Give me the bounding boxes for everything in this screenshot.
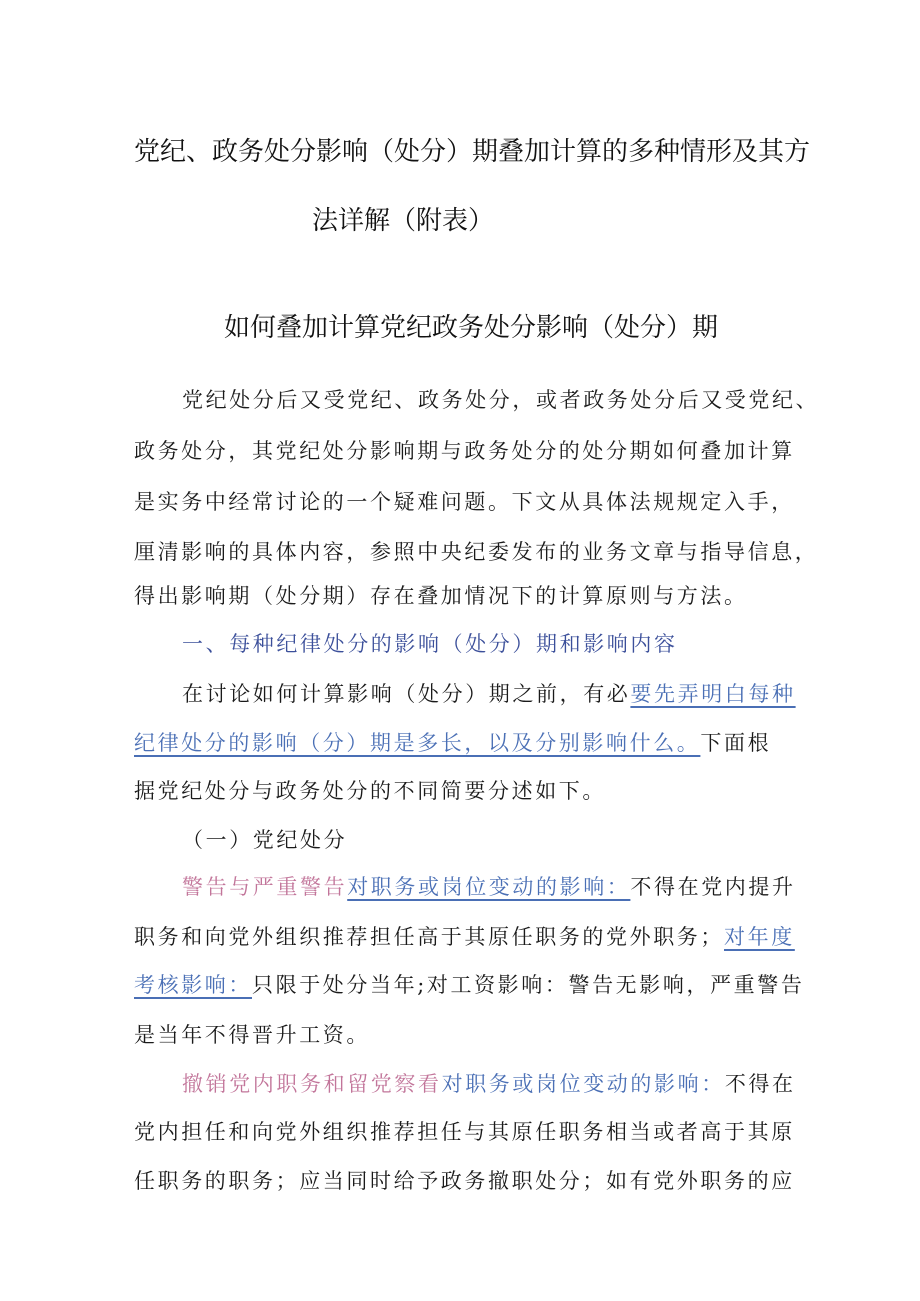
plain-text: 下面根 [700, 731, 772, 755]
paragraph-1-line: 得出影响期（处分期）存在叠加情况下的计算原则与方法。 [134, 584, 748, 608]
highlight-phrase: 对职务或岗位变动的影响： [441, 1072, 725, 1096]
paragraph-4-line: 任职务的职务；应当同时给予政务撤职处分；如有党外职务的应 [134, 1169, 795, 1193]
paragraph-3-line [134, 970, 804, 1000]
paragraph-2-line: 据党纪处分与政务处分的不同简要分述如下。 [134, 779, 606, 803]
underlined-link[interactable]: 考核影响： [134, 973, 252, 997]
paragraph-2-line [182, 679, 796, 709]
doc-title-line-2: 法详解（附表） [312, 206, 495, 236]
underlined-link[interactable]: 对年度 [724, 925, 795, 949]
plain-text: 只限于处分当年;对工资影响：警告无影响，严重警告 [252, 973, 805, 997]
paragraph-3-line [134, 922, 795, 952]
plain-text: 不得在党内提升 [630, 875, 796, 899]
subsection-heading: （一）党纪处分 [182, 828, 348, 852]
plain-text: 不得在 [724, 1072, 796, 1096]
plain-text: 职务和向党外组织推荐担任高于其原任职务的党外职务； [134, 925, 724, 949]
highlight-term: 警告与严重警告 [182, 875, 348, 899]
underlined-link[interactable]: 要先弄明白每种 [630, 682, 796, 706]
paragraph-1-line: 厘清影响的具体内容，参照中央纪委发布的业务文章与指导信息， [134, 540, 819, 564]
plain-text: 在讨论如何计算影响（处分）期之前，有必 [182, 682, 631, 706]
doc-subtitle: 如何叠加计算党纪政务处分影响（处分）期 [224, 313, 719, 343]
paragraph-4-line [182, 1069, 796, 1099]
paragraph-1-line: 党纪处分后又受党纪、政务处分，或者政务处分后又受党纪、 [182, 388, 820, 412]
paragraph-2-line [134, 728, 771, 758]
underlined-link[interactable]: 纪律处分的影响（分）期是多长，以及分别影响什么。 [134, 731, 701, 755]
paragraph-4-line: 党内担任和向党外组织推荐担任与其原任职务相当或者高于其原 [134, 1120, 795, 1144]
section-heading: 一、每种纪律处分的影响（处分）期和影响内容 [182, 632, 678, 656]
paragraph-3-line [182, 872, 796, 902]
doc-title-line-1: 党纪、政务处分影响（处分）期叠加计算的多种情形及其方 [134, 137, 811, 167]
highlight-term: 撤销党内职务和留党察看 [182, 1072, 442, 1096]
paragraph-1-line: 政务处分，其党纪处分影响期与政务处分的处分期如何叠加计算 [134, 439, 795, 463]
paragraph-1-line: 是实务中经常讨论的一个疑难问题。下文从具体法规规定入手， [134, 490, 795, 514]
paragraph-3-line: 是当年不得晋升工资。 [134, 1023, 370, 1047]
underlined-link[interactable]: 对职务或岗位变动的影响： [347, 875, 631, 899]
